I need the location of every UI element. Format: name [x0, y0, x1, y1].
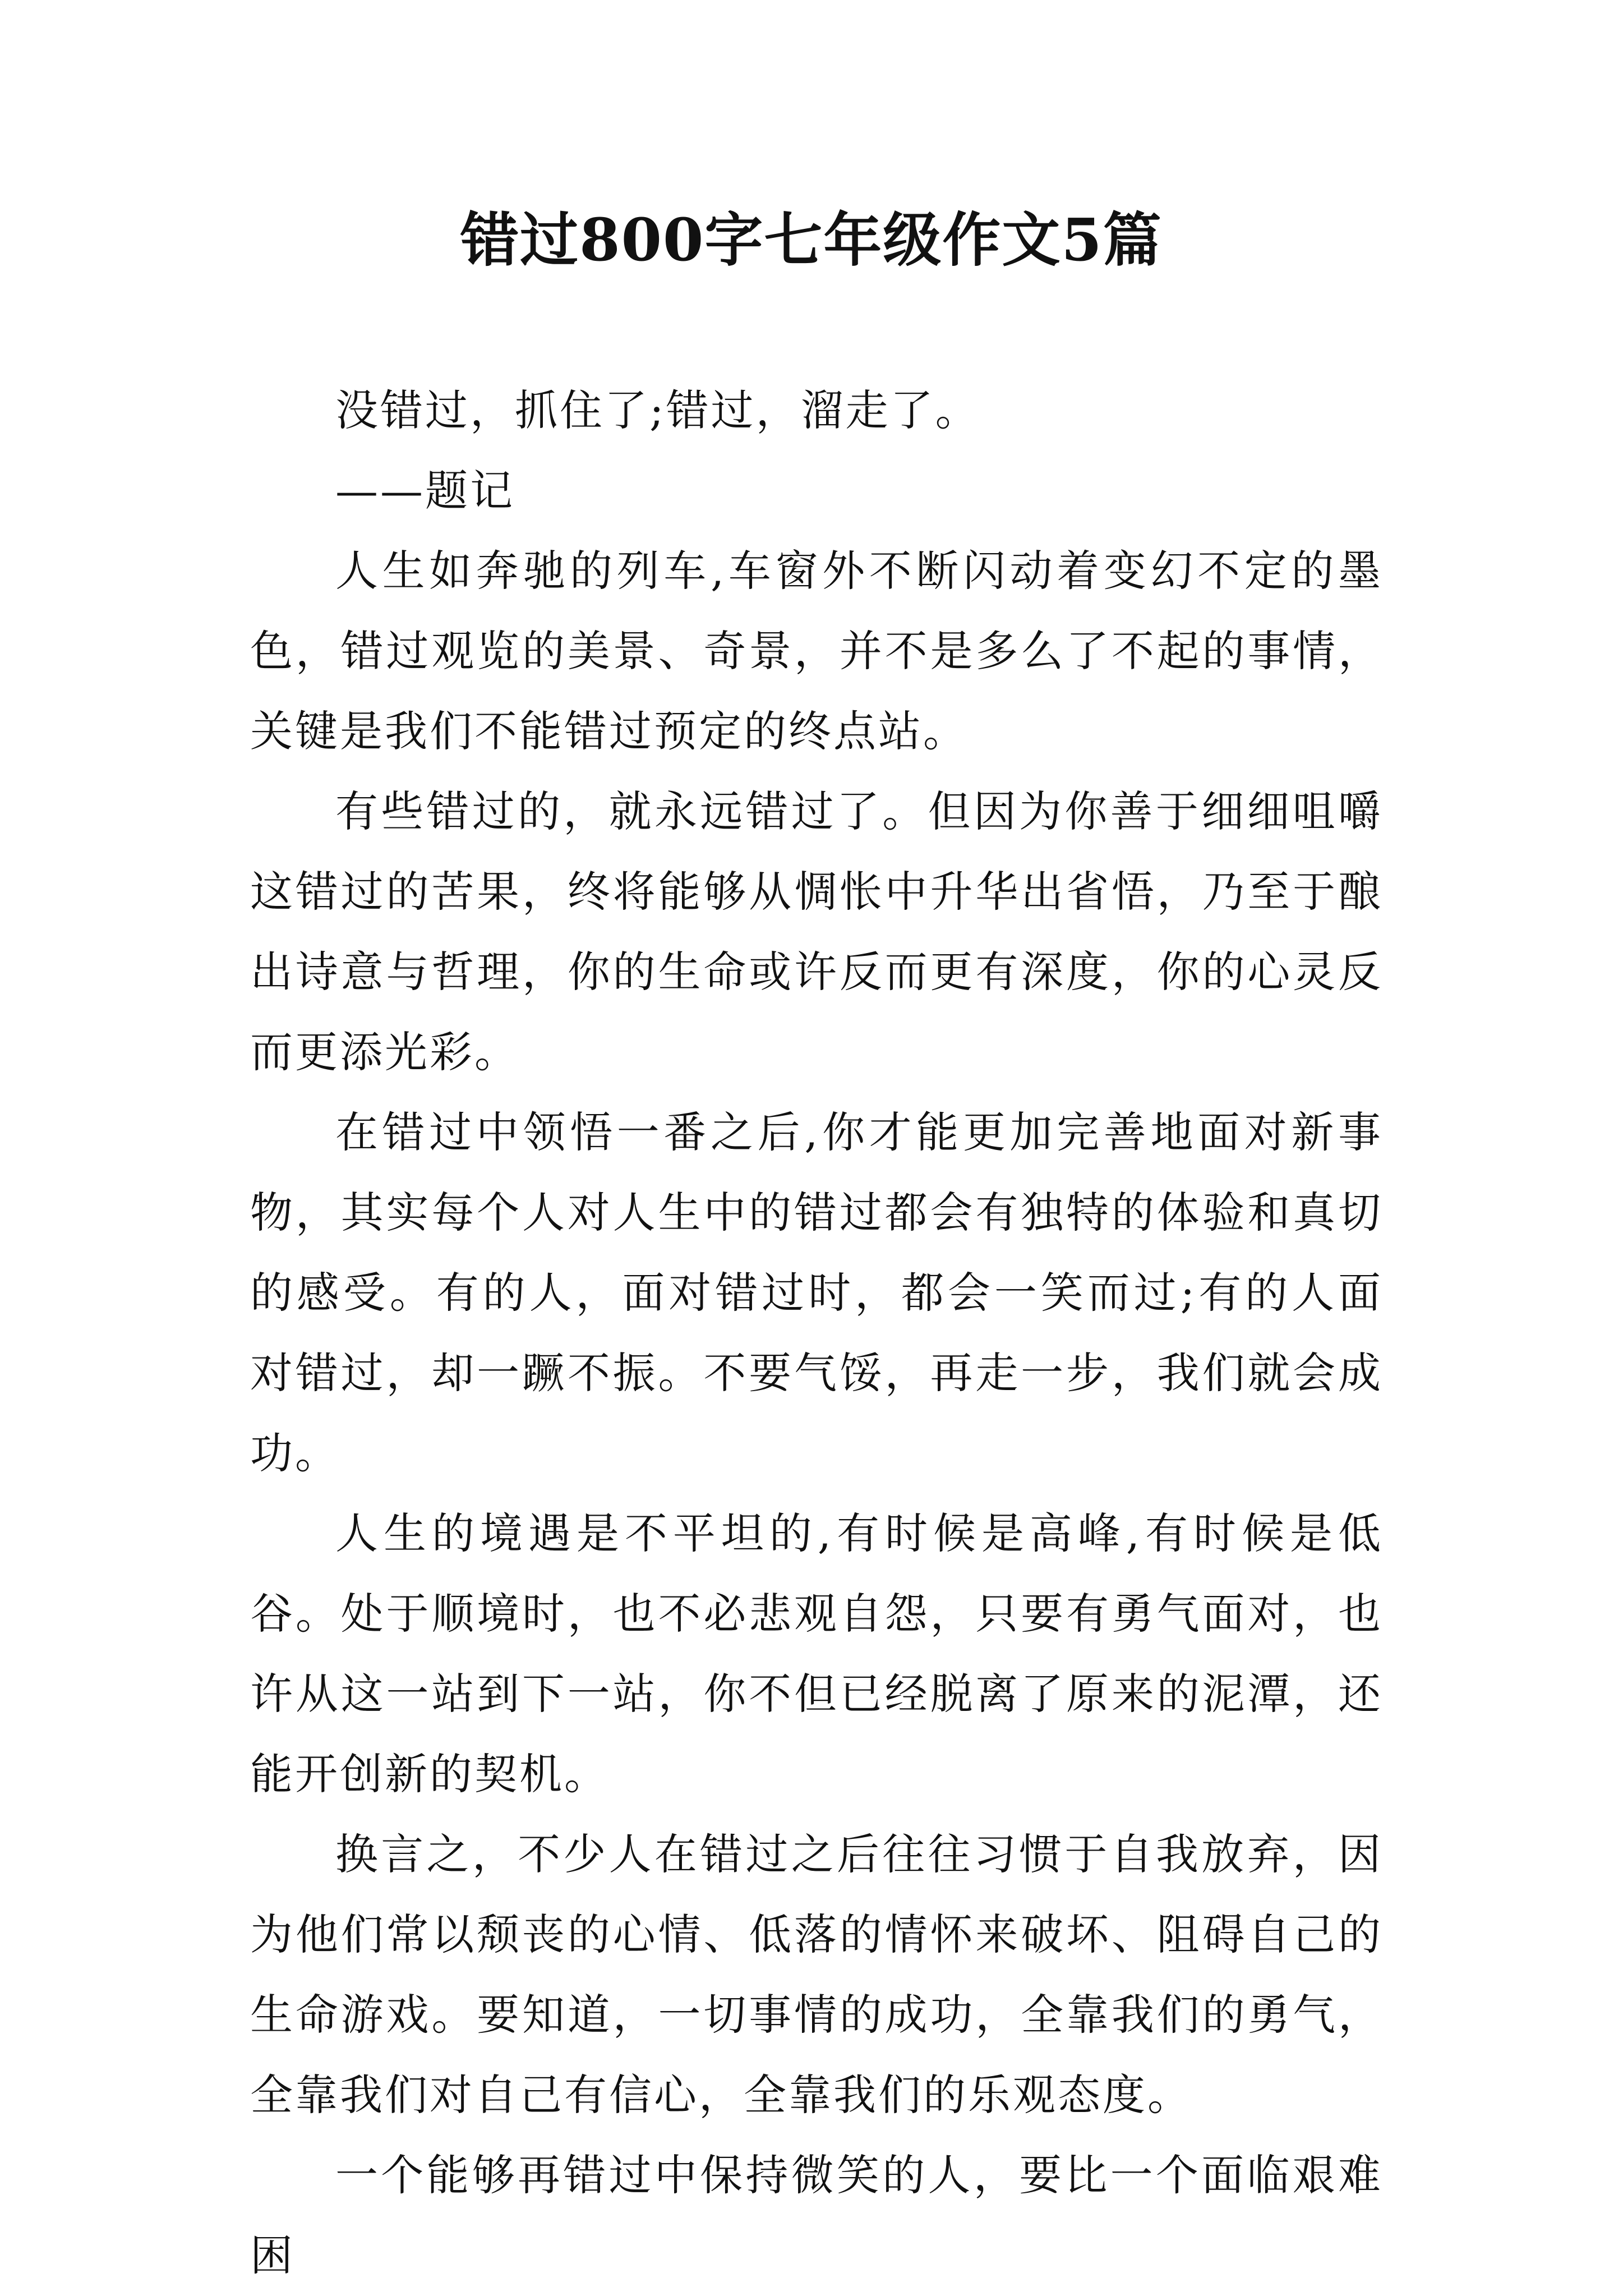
paragraph-epigraph-attribution: ——题记 [335, 466, 515, 516]
paragraph-2: 有些错过的，就永远错过了。但因为你善于细细咀嚼这错过的苦果，终将能够从惆怅中升华出省悟，乃至于酿出诗意与哲理，你的生命或许反而更有深度，你的心灵反而更添光彩。 [250, 786, 1383, 1077]
paragraph-1: 人生如奔驰的列车,车窗外不断闪动着变幻不定的墨色，错过观览的美景、奇景，并不是多么了不起的事情，关键是我们不能错过预定的终点站。 [250, 546, 1383, 756]
paragraph-4: 人生的境遇是不平坦的,有时候是高峰,有时候是低谷。处于顺境时，也不必悲观自怨，只要有勇气面对，也许从这一站到下一站，你不但已经脱离了原来的泥潭，还能开创新的契机。 [250, 1508, 1383, 1799]
paragraph-6: 一个能够再错过中保持微笑的人，要比一个面临艰难困 [250, 2150, 1383, 2280]
paragraph-5: 换言之，不少人在错过之后往往习惯于自我放弃，因为他们常以颓丧的心情、低落的情怀来破坏、阻碍自己的生命游戏。要知道，一切事情的成功，全靠我们的勇气，全靠我们对自己有信心，全靠我们的乐观态度。 [250, 1829, 1383, 2120]
paragraph-epigraph: 没错过，抓住了;错过，溜走了。 [335, 385, 980, 435]
paragraph-3: 在错过中领悟一番之后,你才能更加完善地面对新事物，其实每个人对人生中的错过都会有独特的体验和真切的感受。有的人，面对错过时，都会一笑而过;有的人面对错过，却一蹶不振。不要气馁，再走一步，我们就会成功。 [250, 1107, 1383, 1478]
document-title: 错过800字七年级作文5篇 [460, 205, 1163, 274]
document-body [250, 370, 1383, 2295]
